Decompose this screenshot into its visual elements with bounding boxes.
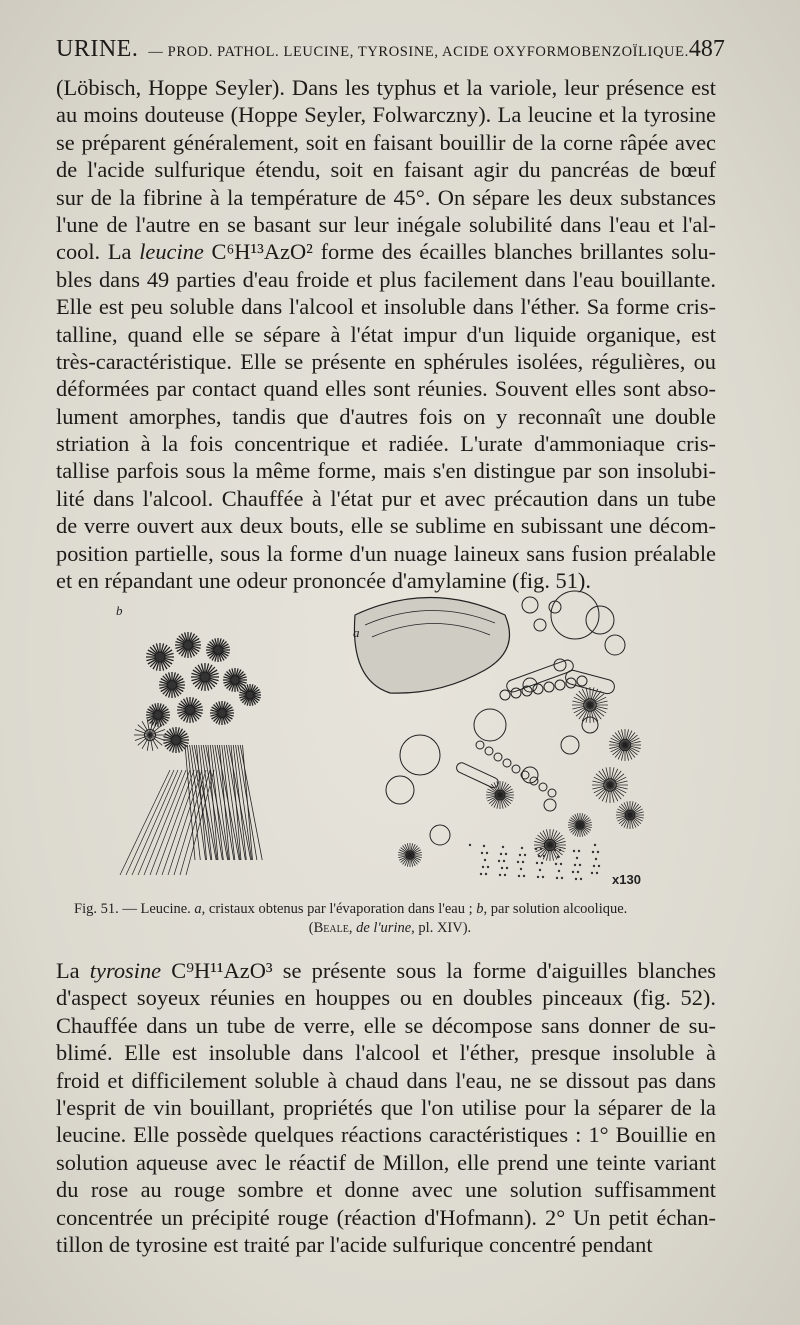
- crystal-core: [183, 640, 192, 649]
- debris-dot: [576, 857, 578, 859]
- bead: [533, 684, 543, 694]
- bead: [548, 789, 556, 797]
- debris-dot: [591, 872, 593, 874]
- bead: [555, 680, 565, 690]
- text-line: se préparent généralement, soit en faisant bouillir de la corne râpée avec: [56, 129, 716, 155]
- needle-crystal: [120, 770, 170, 875]
- caption-author: Beale: [313, 920, 349, 936]
- text-line: tallise parfois sous la même forme, mais s'en distingue par son insolubi-: [56, 458, 716, 484]
- debris-dot: [535, 848, 537, 850]
- debris-dot: [579, 864, 581, 866]
- debris-dot: [500, 853, 502, 855]
- debris-dot: [482, 866, 484, 868]
- caption-work: de l'urine: [356, 920, 412, 936]
- caption-b: b: [476, 901, 484, 917]
- spherule: [561, 736, 579, 754]
- caption-mid: , cristaux obtenus par l'évaporation dans l'eau ;: [201, 901, 477, 917]
- debris-dot: [596, 872, 598, 874]
- bead: [503, 759, 511, 767]
- debris-dot: [538, 855, 540, 857]
- needle-crystal: [138, 770, 182, 875]
- spherule: [522, 597, 538, 613]
- debris-dot: [558, 870, 560, 872]
- caption-prefix: Fig. 51. — Leucine.: [74, 901, 195, 917]
- figure-label-a: a: [353, 625, 360, 640]
- debris-dot: [574, 864, 576, 866]
- figure-51: [110, 575, 690, 895]
- debris-dot: [484, 859, 486, 861]
- crystal-core: [185, 705, 194, 714]
- text-line: l'esprit de vin bouillant, propriétés que l'on utilise pour la séparer de la: [56, 1094, 716, 1120]
- magnification-label: x130: [612, 872, 641, 887]
- text-line: striation à la fois concentrique et radiée. L'urate d'ammoniaque cris-: [56, 431, 716, 457]
- debris-dot: [505, 853, 507, 855]
- debris-dot: [592, 851, 594, 853]
- bead: [566, 678, 576, 688]
- debris-dot: [559, 849, 561, 851]
- debris-dot: [523, 875, 525, 877]
- bead: [494, 753, 502, 761]
- bead: [485, 747, 493, 755]
- debris-dot: [572, 871, 574, 873]
- debris-dot: [539, 869, 541, 871]
- debris-dot: [580, 878, 582, 880]
- spherule: [400, 735, 440, 775]
- needle-crystal: [150, 770, 190, 875]
- debris-dot: [485, 873, 487, 875]
- debris-dot: [541, 862, 543, 864]
- text-line: blimé. Elle est insoluble dans l'alcool et l'éther, presque insoluble à: [56, 1040, 716, 1066]
- debris-dot: [518, 875, 520, 877]
- text-line: concentrée un précipité rouge (réaction d'Hofmann). 2° Un petit échan-: [56, 1204, 716, 1230]
- debris-dot: [555, 863, 557, 865]
- text-span: C⁶H¹³AzO² forme des écailles blanches brillantes solu-: [203, 239, 716, 265]
- text-span: La: [56, 958, 90, 983]
- debris-dot: [520, 868, 522, 870]
- text-line: tillon de tyrosine est traité par l'acide sulfurique concentré pendant: [56, 1231, 653, 1257]
- debris-dot: [506, 867, 508, 869]
- debris-dot: [594, 844, 596, 846]
- debris-dot: [561, 877, 563, 879]
- figure-caption: Fig. 51. — Leucine. a, cristaux obtenus par l'évaporation dans l'eau ; b, par solution alcoolique. (Beale, de l'urine, pl. XIV).: [74, 901, 628, 936]
- rod-crystal: [455, 761, 500, 789]
- bead: [539, 783, 547, 791]
- bead: [530, 777, 538, 785]
- debris-dot: [540, 848, 542, 850]
- text-line: lument amorphes, tandis que d'autres fois on y reconnaît une double: [56, 403, 716, 429]
- debris-dot: [503, 860, 505, 862]
- spherule: [386, 776, 414, 804]
- italic-term: leucine: [139, 239, 204, 265]
- debris-dot: [504, 874, 506, 876]
- debris-dot: [501, 867, 503, 869]
- spherule: [534, 619, 546, 631]
- text-span: C⁹H¹¹AzO³ se présente sous la forme d'aiguilles blanches: [161, 958, 716, 983]
- paragraph-tyrosine: [56, 957, 716, 1258]
- text-line: [56, 238, 716, 265]
- debris-dot: [577, 871, 579, 873]
- text-line: bles dans 49 parties d'eau froide et plus facilement dans l'eau bouillante.: [56, 266, 716, 292]
- debris-dot: [597, 851, 599, 853]
- debris-dot: [483, 845, 485, 847]
- debris-dot: [575, 878, 577, 880]
- crystal-core: [171, 735, 180, 744]
- debris-dot: [573, 850, 575, 852]
- debris-dot: [502, 846, 504, 848]
- bead: [476, 741, 484, 749]
- bead: [577, 676, 587, 686]
- italic-term: tyrosine: [89, 958, 162, 983]
- spherule: [586, 606, 614, 634]
- debris-dot: [498, 860, 500, 862]
- crystal-core: [231, 676, 239, 684]
- text-line: Elle est peu soluble dans l'alcool et insoluble dans l'éther. Sa forme cris-: [56, 294, 716, 320]
- leucine-scale: [354, 598, 509, 694]
- text-line: [56, 957, 716, 984]
- needle-crystal: [132, 770, 178, 875]
- text-line: talline, quand elle se sépare à l'état impur d'un liquide organique, est: [56, 321, 716, 347]
- text-line: Chauffée dans un tube de verre, elle se décompose sans donner de su-: [56, 1012, 716, 1038]
- bead: [544, 682, 554, 692]
- debris-dot: [578, 850, 580, 852]
- crystal-core: [154, 711, 162, 719]
- spherule: [430, 825, 450, 845]
- text-line: (Löbisch, Hoppe Seyler). Dans les typhus et la variole, leur présence est: [56, 75, 716, 100]
- debris-dot: [517, 861, 519, 863]
- debris-dot: [481, 852, 483, 854]
- crystal-core: [155, 652, 165, 662]
- debris-dot: [486, 852, 488, 854]
- bead: [512, 765, 520, 773]
- debris-dot: [469, 844, 471, 846]
- caption-source-post: , pl. XIV).: [411, 920, 472, 936]
- debris-dot: [499, 874, 501, 876]
- text-line: au moins douteuse (Hoppe Seyler, Folwarczny). La leucine et la tyrosine: [56, 102, 716, 128]
- text-line: d'aspect soyeux réunies en houppes ou en doubles pinceaux (fig. 52).: [56, 985, 716, 1011]
- debris-dot: [521, 847, 523, 849]
- debris-dot: [480, 873, 482, 875]
- text-line: et en répandant une odeur prononcée d'amylamine (fig. 51).: [56, 568, 591, 594]
- text-line: solution aqueuse avec le réactif de Millon, elle prend une teinte variant: [56, 1149, 716, 1175]
- debris-dot: [543, 855, 545, 857]
- debris-dot: [595, 858, 597, 860]
- page-number: 487: [688, 36, 725, 62]
- text-line: lité dans l'alcool. Chauffée à l'état pur et avec précaution dans un tube: [56, 485, 716, 511]
- crystal-core: [167, 680, 176, 689]
- text-line: déformées par contact quand elles sont réunies. Souvent elles sont abso-: [56, 376, 716, 402]
- crystal-core: [246, 691, 254, 699]
- leucine-crystals-illustration: [110, 575, 690, 895]
- debris-dot: [560, 863, 562, 865]
- debris-dot: [522, 861, 524, 863]
- spherule: [605, 635, 625, 655]
- text-line: de l'acide sulfurique étendu, soit en faisant agir du pancréas de bœuf: [56, 157, 716, 183]
- debris-dot: [554, 849, 556, 851]
- debris-dot: [487, 866, 489, 868]
- running-title: — PROD. PATHOL. LEUCINE, TYROSINE, ACIDE OXYFORMOBENZOÏLIQUE.: [148, 44, 689, 60]
- debris-dot: [593, 865, 595, 867]
- text-line: sur de la fibrine à la température de 45°. On sépare les deux substances: [56, 184, 716, 210]
- text-span: cool. La: [56, 239, 140, 265]
- spherule: [474, 709, 506, 741]
- crystal-core: [200, 672, 210, 682]
- crystal-core: [218, 709, 226, 717]
- text-line: de verre ouvert aux deux bouts, elle se sublime en subissant une décom-: [56, 513, 716, 539]
- paragraph-leucine: [56, 74, 716, 594]
- needle-crystal: [156, 770, 194, 875]
- running-header: [56, 36, 725, 70]
- caption-a: a: [194, 901, 202, 917]
- debris-dot: [524, 854, 526, 856]
- caption-post: , par solution alcoolique.: [483, 901, 628, 917]
- crystal-core: [214, 646, 222, 654]
- needle-crystal: [168, 770, 202, 875]
- debris-dot: [556, 877, 558, 879]
- debris-dot: [557, 856, 559, 858]
- figure-label-b: b: [116, 603, 123, 618]
- text-line: position partielle, sous la forme d'un nuage laineux sans fusion préalable: [56, 540, 716, 566]
- bead: [500, 690, 510, 700]
- debris-dot: [536, 862, 538, 864]
- debris-dot: [519, 854, 521, 856]
- debris-dot: [537, 876, 539, 878]
- text-line: très-caractéristique. Elle se présente en sphérules isolées, régulières, ou: [56, 348, 716, 374]
- debris-dot: [598, 865, 600, 867]
- text-line: l'une de l'autre en se basant sur leur inégale solubilité dans l'eau et l'al-: [56, 211, 716, 237]
- debris-dot: [542, 876, 544, 878]
- running-title-left: URINE.: [56, 36, 139, 62]
- text-line: leucine. Elle possède quelques réactions caractéristiques : 1° Bouillie en: [56, 1122, 716, 1148]
- text-line: froid et difficilement soluble à chaud dans l'eau, ne se dissout pas dans: [56, 1067, 716, 1093]
- text-line: du rose au rouge sombre et donne avec une solution suffisamment: [56, 1177, 716, 1203]
- spherule: [544, 799, 556, 811]
